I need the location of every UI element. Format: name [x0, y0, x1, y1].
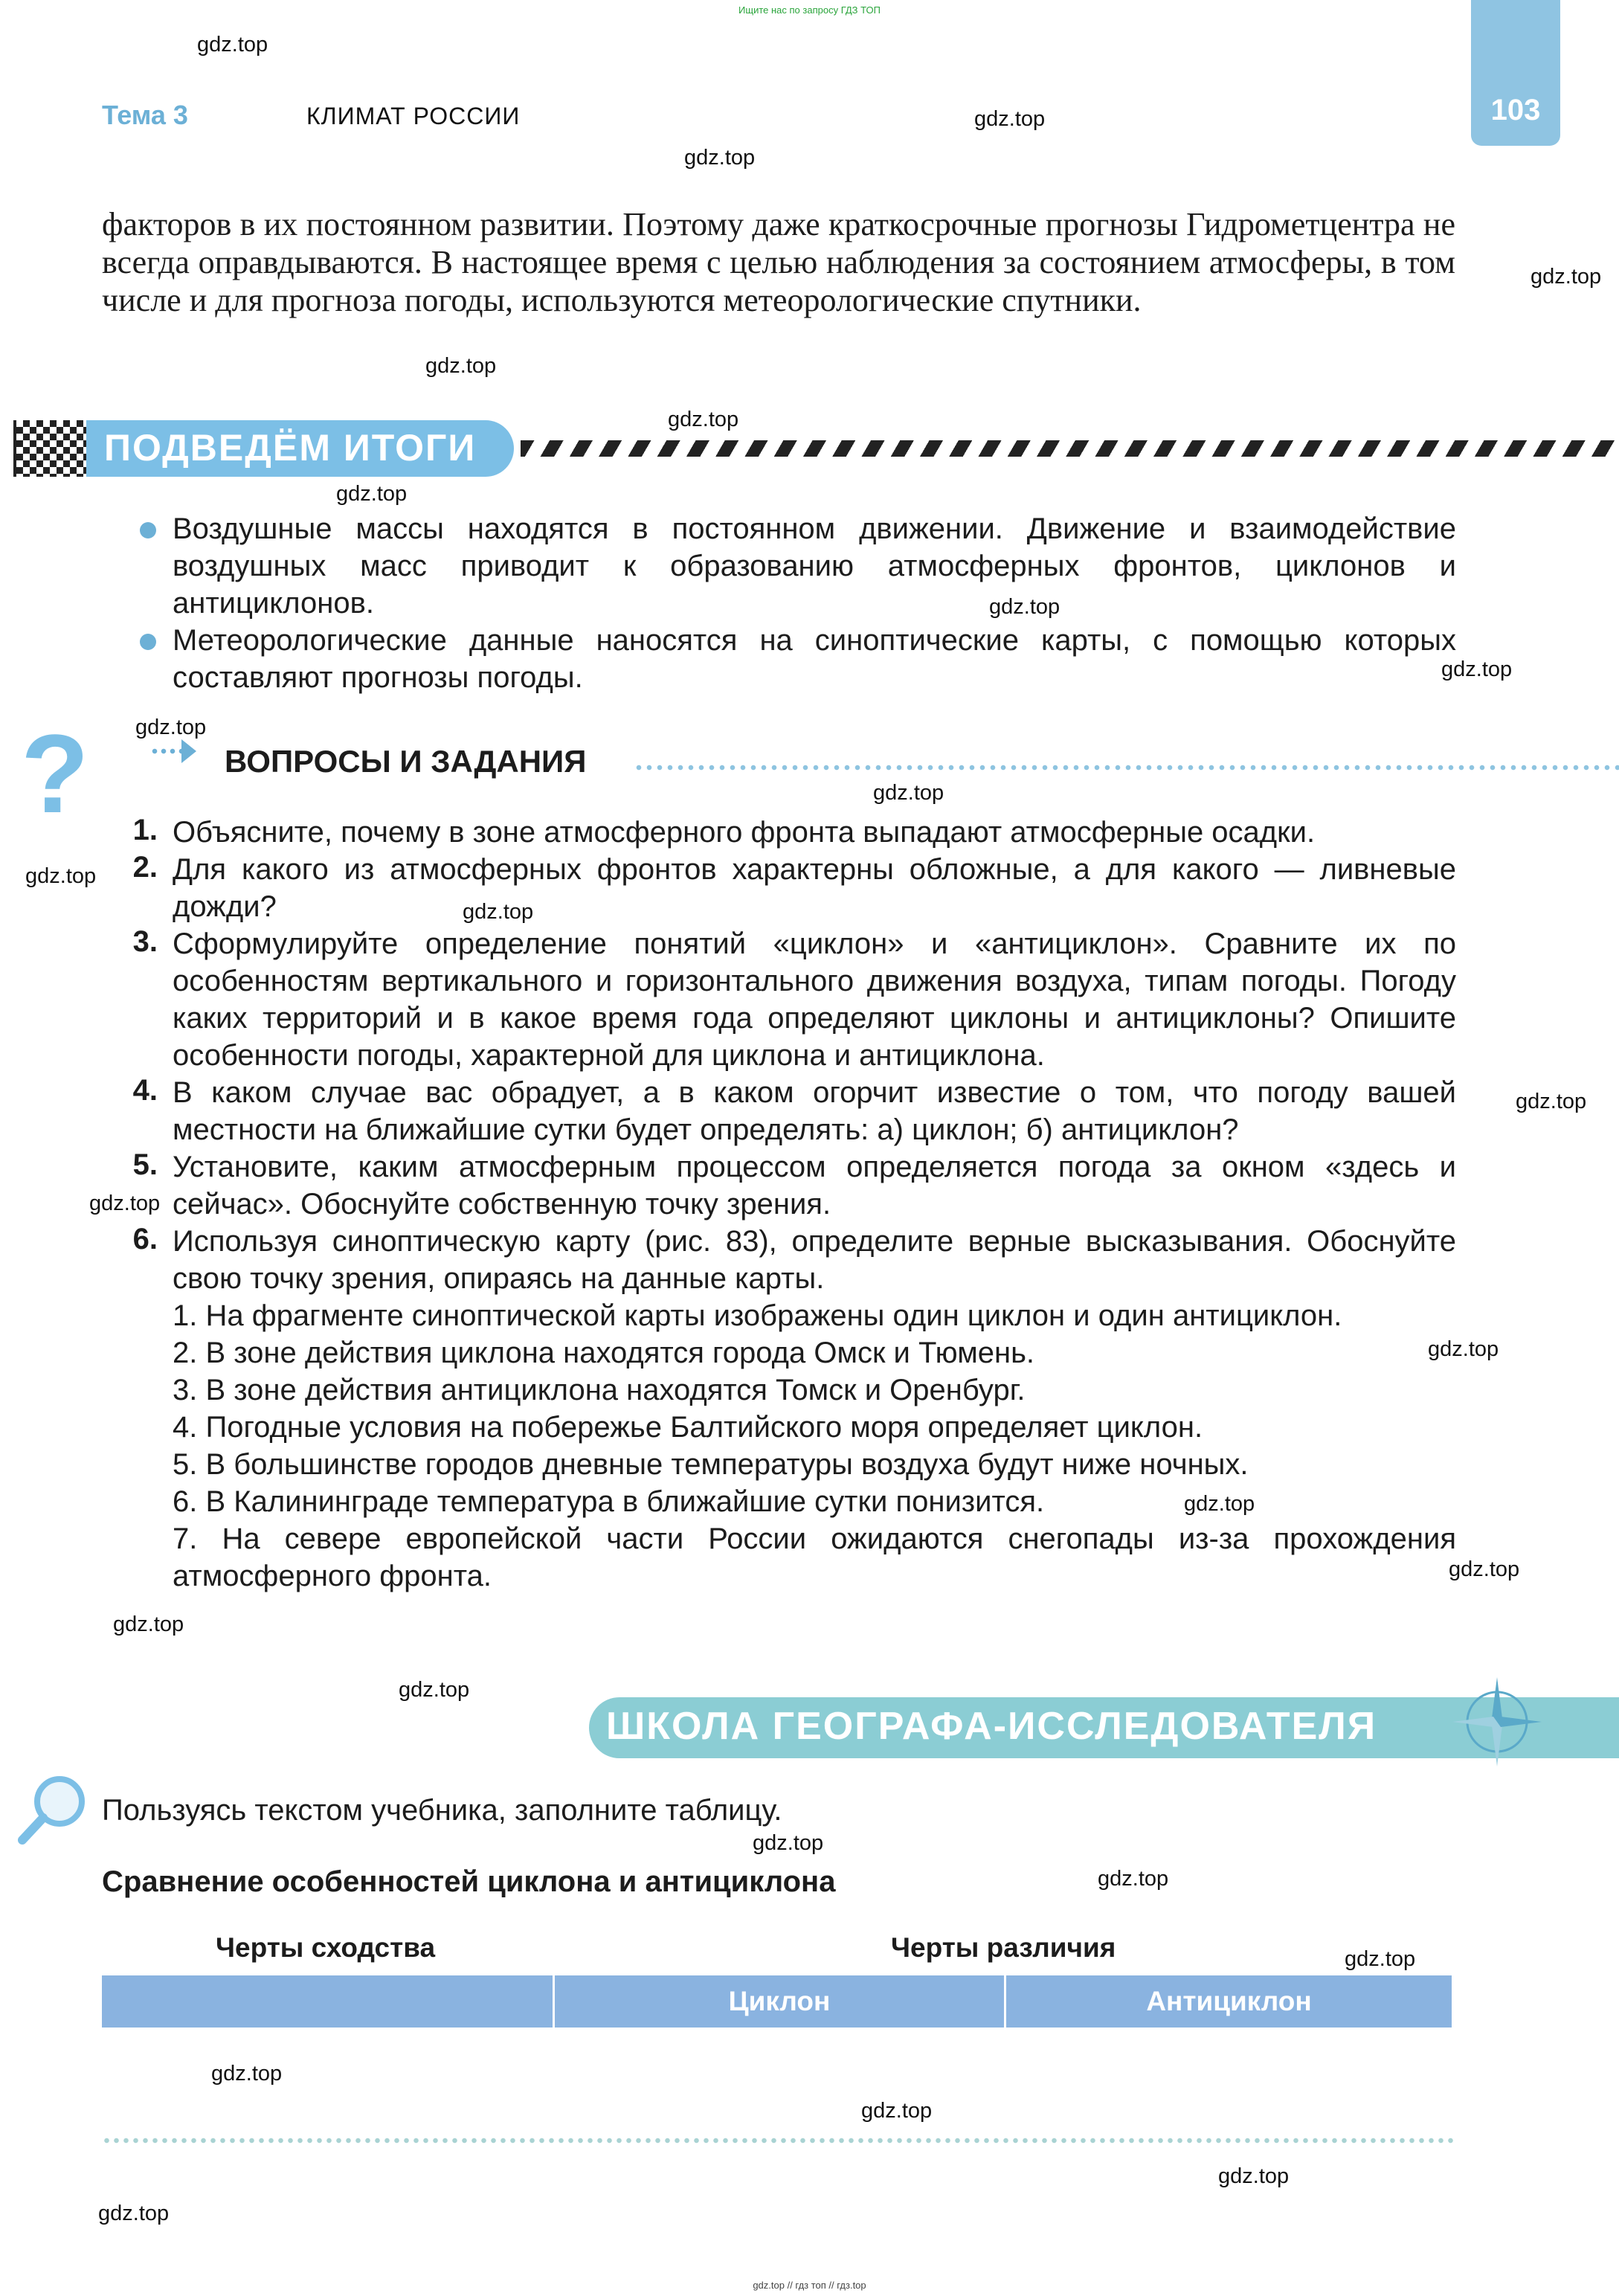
watermark: gdz.top [861, 2099, 933, 2123]
watermark: gdz.top [113, 1612, 184, 1636]
question-number: 3. [132, 925, 158, 958]
top-search-note: Ищите нас по запросу ГДЗ ТОП [738, 4, 881, 16]
watermark: gdz.top [1531, 265, 1602, 289]
watermark: gdz.top [211, 2062, 283, 2086]
watermark: gdz.top [1516, 1090, 1587, 1113]
watermark: gdz.top [1449, 1557, 1520, 1581]
watermark: gdz.top [873, 781, 944, 805]
watermark: gdz.top [1428, 1337, 1499, 1361]
bullet-icon [140, 634, 156, 650]
watermark: gdz.top [135, 716, 207, 739]
question-number: 6. [132, 1223, 158, 1255]
statement-item: 3. В зоне действия антициклона находятся Томск и Оренбург. [173, 1374, 1026, 1406]
watermark: gdz.top [25, 864, 97, 888]
subheader-cyclone: Циклон [728, 1986, 831, 2016]
summary-bullet: Метеорологические данные наносятся на синоптические карты, с помощью которых составляют прогнозы погоды. [173, 624, 1456, 694]
question-text: Для какого из атмосферных фронтов характерны обложные, а для какого — ливневые дожди? [173, 853, 1456, 923]
school-title: ШКОЛА ГЕОГРАФА-ИССЛЕДОВАТЕЛЯ [606, 1705, 1377, 1748]
dotted-divider [102, 2138, 1455, 2144]
watermark: gdz.top [1184, 1492, 1255, 1516]
watermark: gdz.top [399, 1678, 470, 1702]
magnifier-icon [16, 1772, 91, 1846]
watermark: gdz.top [684, 146, 756, 170]
bottom-note: gdz.top // гдз топ // гдз.top [753, 2280, 866, 2291]
watermark: gdz.top [1218, 2164, 1290, 2188]
summary-title: ПОДВЕДЁМ ИТОГИ [104, 427, 477, 469]
watermark: gdz.top [89, 1192, 161, 1215]
watermark: gdz.top [974, 107, 1046, 131]
checkered-flag-icon [16, 420, 86, 477]
question-number: 2. [132, 851, 158, 884]
subheader-anticyclone: Антициклон [1146, 1986, 1312, 2016]
statement-item: 6. В Калининграде температура в ближайшие сутки понизится. [173, 1485, 1045, 1518]
question-text: Сформулируйте определение понятий «циклон» и «антициклон». Сравните их по особенностям вертикального и горизонтального движения воздуха, типам погоды. Погоду каких территорий и в какое время года определяют циклоны и антициклоны? Опишите особенности погоды, характерной для циклона и антициклона. [173, 927, 1456, 1072]
chapter-title: КЛИМАТ РОССИИ [306, 103, 521, 129]
watermark: gdz.top [98, 2202, 170, 2225]
statement-item: 7. На севере европейской части России ожидаются снегопады из-за прохождения атмосферного фронта. [173, 1522, 1456, 1592]
question-number: 4. [132, 1074, 158, 1107]
watermark: gdz.top [1441, 657, 1513, 681]
page-number: 103 [1490, 94, 1541, 126]
bullet-icon [140, 522, 156, 538]
question-text: В каком случае вас обрадует, а в каком огорчит известие о том, что погоду вашей местности на ближайшие сутки будет определять: а) циклон; б) антициклон? [173, 1076, 1456, 1146]
watermark: gdz.top [336, 482, 408, 506]
dotted-divider [634, 765, 1619, 771]
statement-item: 1. На фрагменте синоптической карты изображены один циклон и один антициклон. [173, 1299, 1342, 1332]
watermark: gdz.top [753, 1831, 824, 1855]
column-header-differences: Черты различия [891, 1932, 1116, 1963]
intro-paragraph: факторов в их постоянном развитии. Поэтому даже краткосрочные прогнозы Гидрометцентра не всегда оправдываются. В настоящее время с целью наблюдения за состоянием атмосферы, в том числе и для прогноза погоды, используются метеорологические спутники. [102, 206, 1455, 318]
task-instruction: Пользуясь текстом учебника, заполните таблицу. [102, 1794, 782, 1827]
watermark: gdz.top [425, 354, 497, 378]
question-number: 1. [132, 814, 158, 846]
watermark: gdz.top [1345, 1947, 1416, 1971]
arrow-head-icon [181, 739, 196, 763]
topic-label: Тема 3 [102, 100, 188, 130]
dashed-divider [521, 440, 1619, 457]
table-title: Сравнение особенностей циклона и антициклона [102, 1865, 836, 1898]
question-text: Объясните, почему в зоне атмосферного фронта выпадают атмосферные осадки. [173, 816, 1316, 849]
question-number: 5. [132, 1148, 158, 1181]
watermark: gdz.top [463, 900, 534, 924]
statement-item: 2. В зоне действия циклона находятся города Омск и Тюмень. [173, 1337, 1035, 1369]
compass-icon [1449, 1673, 1545, 1770]
statement-item: 5. В большинстве городов дневные температуры воздуха будут ниже ночных. [173, 1448, 1249, 1481]
watermark: gdz.top [668, 408, 739, 431]
statement-item: 4. Погодные условия на побережье Балтийского моря определяет циклон. [173, 1411, 1203, 1444]
summary-bullet: Воздушные массы находятся в постоянном движении. Движение и взаимодействие воздушных масс приводит к образованию атмосферных фронтов, циклонов и антициклонов. [173, 512, 1456, 620]
column-header-similar: Черты сходства [216, 1932, 436, 1963]
question-text: Установите, каким атмосферным процессом определяется погода за окном «здесь и сейчас». Обоснуйте собственную точку зрения. [173, 1151, 1456, 1221]
question-mark-icon: ? [21, 711, 89, 836]
question-text: Используя синоптическую карту (рис. 83), определите верные высказывания. Обоснуйте свою точку зрения, опираясь на данные карты. [173, 1225, 1456, 1295]
watermark: gdz.top [1098, 1867, 1169, 1891]
questions-title: ВОПРОСЫ И ЗАДАНИЯ [225, 744, 587, 779]
watermark: gdz.top [989, 595, 1060, 619]
watermark: gdz.top [197, 33, 268, 57]
